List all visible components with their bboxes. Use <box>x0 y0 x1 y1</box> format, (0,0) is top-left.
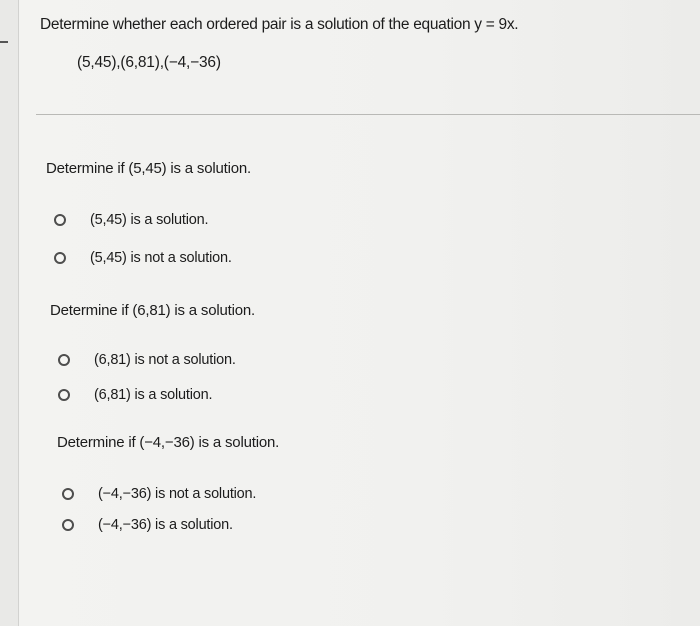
radio-button-icon[interactable] <box>62 519 74 531</box>
option-label: (5,45) is a solution. <box>90 212 209 228</box>
divider <box>36 114 700 115</box>
option-label: (−4,−36) is not a solution. <box>98 486 257 502</box>
prompt-pair-2: Determine if (6,81) is a solution. <box>50 302 255 319</box>
prompt-pair-3: Determine if (−4,−36) is a solution. <box>57 434 280 451</box>
option-pair-1-not-solution[interactable] <box>54 250 232 266</box>
option-pair-3-is-solution[interactable] <box>62 517 233 533</box>
radio-button-icon[interactable] <box>54 252 66 264</box>
radio-button-icon[interactable] <box>58 389 70 401</box>
option-label: (−4,−36) is a solution. <box>98 517 233 533</box>
option-pair-2-is-solution[interactable] <box>58 387 212 403</box>
radio-button-icon[interactable] <box>62 488 74 500</box>
option-pair-1-is-solution[interactable] <box>54 212 208 228</box>
option-label: (6,81) is a solution. <box>94 387 213 403</box>
option-pair-2-not-solution[interactable] <box>58 352 236 368</box>
question-text: Determine whether each ordered pair is a solution of the equation y = 9x. <box>40 16 519 33</box>
radio-button-icon[interactable] <box>54 214 66 226</box>
option-label: (5,45) is not a solution. <box>90 250 232 266</box>
option-pair-3-not-solution[interactable] <box>62 486 256 502</box>
radio-button-icon[interactable] <box>58 354 70 366</box>
option-label: (6,81) is not a solution. <box>94 352 236 368</box>
prompt-pair-1: Determine if (5,45) is a solution. <box>46 160 251 177</box>
panel-edge-marker <box>0 41 8 43</box>
ordered-pairs: (5,45),(6,81),(−4,−36) <box>77 54 221 71</box>
